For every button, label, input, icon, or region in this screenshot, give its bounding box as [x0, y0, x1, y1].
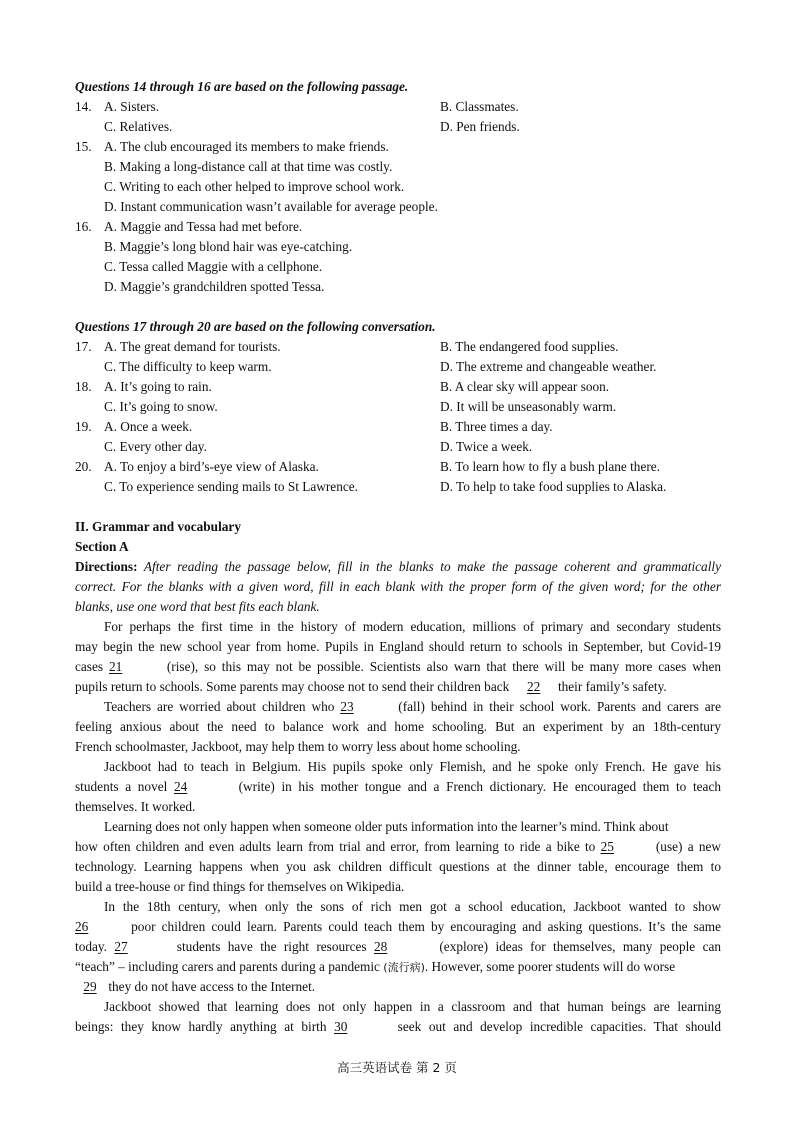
heading-questions-14-16: Questions 14 through 16 are based on the following passage. [75, 79, 409, 94]
q16-option-a: A. Maggie and Tessa had met before. [104, 219, 303, 234]
p5-line-3 [75, 937, 721, 957]
blank-23[interactable]: 23 [340, 699, 354, 714]
q16-option-d: D. Maggie’s grandchildren spotted Tessa. [104, 279, 325, 294]
p1-line-3 [75, 657, 721, 677]
p4-line-1: Learning does not only happen when someone older puts information into the learner’s mind. Think about [104, 819, 669, 834]
blank-30[interactable]: 30 [334, 1019, 348, 1034]
q20-option-d: D. To help to take food supplies to Alaska. [440, 479, 667, 494]
p4-line-4: build a tree-house or find things for themselves on Wikipedia. [75, 879, 405, 894]
q14-number: 14. [75, 99, 92, 114]
p5-chinese-gloss: (流行病) [383, 961, 425, 974]
directions-line-3: blanks, use one word that best fits each blank. [75, 599, 320, 614]
p3-line-2 [75, 777, 721, 797]
p5-line-4 [75, 957, 675, 978]
p3-line-1: Jackboot had to teach in Belgium. His pupils spoke only Flemish, and he spoke only French. He gave his [104, 759, 721, 774]
p4-text-after-25: (use) a new [655, 839, 722, 854]
blank-28[interactable]: 28 [373, 939, 388, 954]
p5-text-teach: “teach” – including carers and parents during a pandemic [75, 959, 380, 974]
q18-option-c: C. It’s going to snow. [104, 399, 218, 414]
q18-option-d: D. It will be unseasonably warm. [440, 399, 617, 414]
q19-option-a: A. Once a week. [104, 419, 193, 434]
q19-option-b: B. Three times a day. [440, 419, 553, 434]
q17-option-a: A. The great demand for tourists. [104, 339, 281, 354]
directions-text-1: After reading the passage below, fill in the blanks to make the passage coherent and grammatically [137, 559, 721, 574]
p6-text-before-30: beings: they know hardly anything at birth [75, 1019, 327, 1034]
p2-line-1 [104, 697, 721, 717]
directions-label: Directions: [75, 559, 138, 574]
p1-line-1: For perhaps the first time in the history of modern education, millions of primary and secondary students [104, 619, 721, 634]
blank-24[interactable]: 24 [173, 779, 188, 794]
p5-text-after-27: students have the right resources [176, 939, 367, 954]
q14-option-d: D. Pen friends. [440, 119, 520, 134]
p1-text-after-22: their family’s safety. [557, 679, 667, 694]
q19-option-d: D. Twice a week. [440, 439, 533, 454]
p6-line-2 [75, 1017, 721, 1037]
p1-text-after-21: (rise), so this may not be possible. Scientists also warn that there will be many more cases when [166, 659, 722, 674]
q18-option-a: A. It’s going to rain. [104, 379, 212, 394]
q19-number: 19. [75, 419, 92, 434]
p5-line-1: In the 18th century, when only the sons of rich men got a school education, Jackboot wanted to show [104, 899, 721, 914]
p5-text-today: today. [75, 939, 108, 954]
p4-line-3: technology. Learning happens when you ask children difficult questions at the dinner table, encourage them to [75, 859, 721, 874]
q16-option-b: B. Maggie’s long blond hair was eye-catching. [104, 239, 353, 254]
p1-line-2: may begin the new school year from home. Pupils in England should return to schools in September, but Covid-19 [75, 639, 721, 654]
p6-text-after-30: seek out and develop incredible capacities. That should [397, 1019, 722, 1034]
directions-line-2: correct. For the blanks with a given word, fill in each blank with the proper form of the given word; for the other [75, 579, 721, 594]
q15-option-a: A. The club encouraged its members to make friends. [104, 139, 389, 154]
p5-text-however: . However, some poorer students will do worse [424, 959, 676, 974]
blank-25[interactable]: 25 [600, 839, 614, 854]
p5-line-5 [75, 977, 315, 997]
section-title-grammar: II. Grammar and vocabulary [75, 519, 241, 534]
p1-text-cases: cases [75, 659, 104, 674]
section-a-label: Section A [75, 539, 129, 554]
p5-text-after-28: (explore) ideas for themselves, many people can [439, 939, 722, 954]
p2-text-before-23: Teachers are worried about children who [104, 699, 335, 714]
blank-27[interactable]: 27 [114, 939, 128, 954]
p3-text-after-24: (write) in his mother tongue and a French dictionary. He encouraged them to teach [238, 779, 722, 794]
q15-number: 15. [75, 139, 92, 154]
p6-line-1: Jackboot showed that learning does not only happen in a classroom and that human beings are learning [104, 999, 721, 1014]
q18-number: 18. [75, 379, 92, 394]
q15-option-d: D. Instant communication wasn’t available for average people. [104, 199, 438, 214]
q16-number: 16. [75, 219, 92, 234]
p4-text-before-25: how often children and even adults learn from trial and error, from learning to ride a bike to [75, 839, 596, 854]
p5-line-2 [75, 917, 721, 937]
q16-option-c: C. Tessa called Maggie with a cellphone. [104, 259, 323, 274]
p4-line-2 [75, 837, 721, 857]
p2-text-after-23: (fall) behind in their school work. Parents and carers are [398, 699, 721, 714]
p5-text-after-26: poor children could learn. Parents could teach them by encouraging and asking questions. It’s the same [131, 919, 721, 934]
p2-line-2: feeling anxious about the need to balance work and home schooling. But an experiment by an 18th-century [75, 719, 721, 734]
heading-questions-17-20: Questions 17 through 20 are based on the following conversation. [75, 319, 436, 334]
p3-line-3: themselves. It worked. [75, 799, 196, 814]
q20-option-a: A. To enjoy a bird’s-eye view of Alaska. [104, 459, 319, 474]
q20-number: 20. [75, 459, 92, 474]
p3-text-before-24: students a novel [75, 779, 168, 794]
q18-option-b: B. A clear sky will appear soon. [440, 379, 610, 394]
q20-option-c: C. To experience sending mails to St Lawrence. [104, 479, 358, 494]
blank-29[interactable]: 29 [83, 979, 97, 994]
q14-option-c: C. Relatives. [104, 119, 173, 134]
q19-option-c: C. Every other day. [104, 439, 207, 454]
blank-26[interactable]: 26 [75, 919, 89, 934]
p1-text-before-22: pupils return to schools. Some parents may choose not to send their children back [75, 679, 510, 694]
q15-option-b: B. Making a long-distance call at that time was costly. [104, 159, 393, 174]
blank-22[interactable]: 22 [526, 679, 541, 694]
q20-option-b: B. To learn how to fly a bush plane there. [440, 459, 661, 474]
directions-line-1 [75, 557, 721, 577]
q17-option-c: C. The difficulty to keep warm. [104, 359, 272, 374]
p2-line-3: French schoolmaster, Jackboot, may help them to worry less about home schooling. [75, 739, 521, 754]
q14-option-a: A. Sisters. [104, 99, 160, 114]
q14-option-b: B. Classmates. [440, 99, 519, 114]
q17-option-b: B. The endangered food supplies. [440, 339, 619, 354]
blank-21[interactable]: 21 [108, 659, 123, 674]
q17-number: 17. [75, 339, 92, 354]
p5-text-after-29: they do not have access to the Internet. [108, 979, 316, 994]
q15-option-c: C. Writing to each other helped to improve school work. [104, 179, 405, 194]
p1-line-4 [75, 677, 667, 697]
q17-option-d: D. The extreme and changeable weather. [440, 359, 657, 374]
page-footer: 高三英语试卷 第 2 页 [337, 1060, 457, 1075]
